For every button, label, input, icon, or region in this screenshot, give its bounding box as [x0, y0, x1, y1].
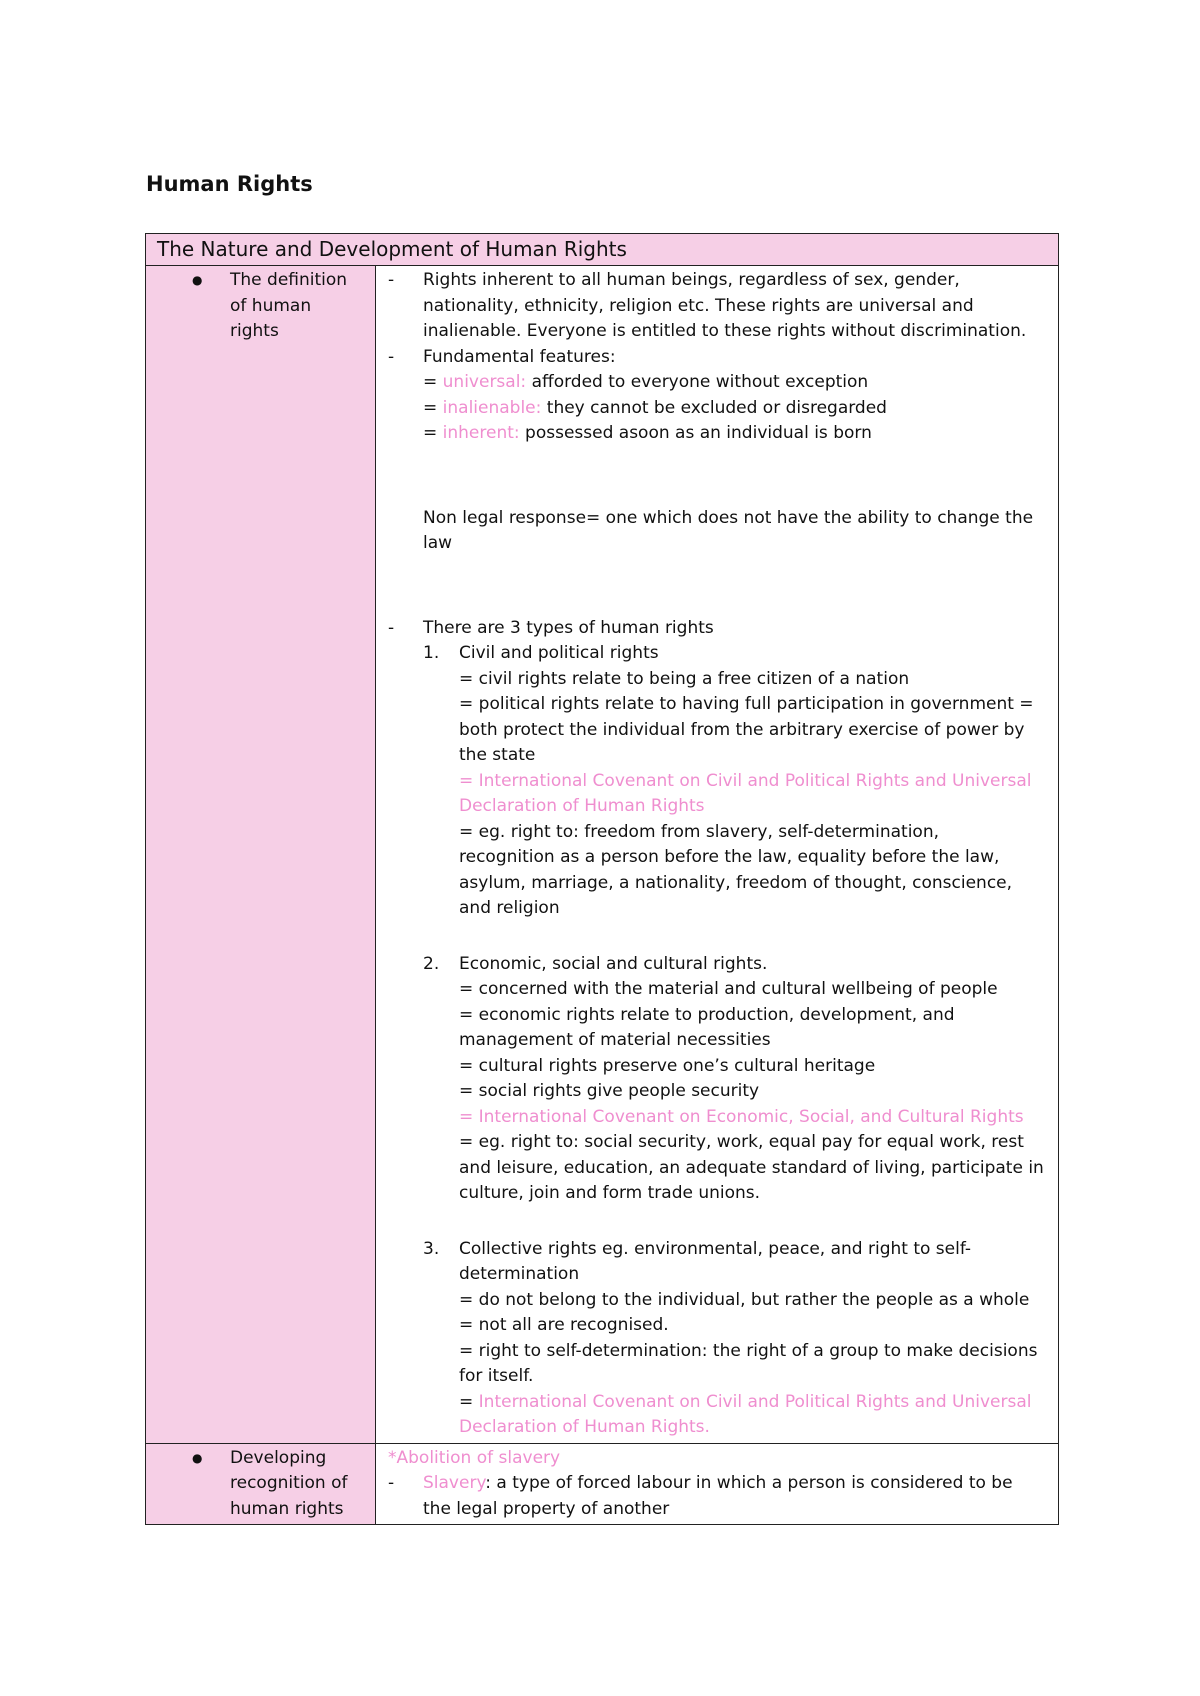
- text-line: recognition as a person before the law, equality before the law,: [459, 847, 1000, 867]
- notes-table: [145, 233, 1059, 1525]
- list-item-title: Collective rights eg. environmental, peace, and right to self-: [459, 1238, 972, 1259]
- topic-line: The definition: [230, 270, 348, 290]
- section-heading: The Nature and Development of Human Rights: [146, 234, 1059, 266]
- content-cell: [376, 1443, 1059, 1525]
- list-item-title: Economic, social and cultural rights.: [459, 953, 768, 974]
- pink-reference: International Covenant on Civil and Political Rights and Universal: [478, 1391, 1032, 1412]
- text-line: the state: [459, 745, 536, 765]
- text-line: : a type of forced labour in which a person is considered to be: [485, 1473, 1013, 1493]
- list-number: 3.: [423, 1238, 440, 1259]
- text-line: = political rights relate to having full participation in government =: [459, 694, 1034, 714]
- dash-marker: -: [388, 617, 395, 638]
- dash-marker: -: [388, 346, 395, 367]
- list-item-title: Civil and political rights: [459, 643, 659, 663]
- section-header-row: [146, 234, 1059, 266]
- text-line: and leisure, education, an adequate standard of living, participate in: [459, 1157, 1044, 1178]
- text-line: both protect the individual from the arbitrary exercise of power by: [459, 719, 1025, 740]
- text-line: nationality, ethnicity, religion etc. These rights are universal and: [423, 295, 974, 316]
- list-number: 2.: [423, 953, 440, 974]
- topic-line: Developing: [230, 1447, 327, 1468]
- table-row: [146, 1443, 1059, 1525]
- text-line: = economic rights relate to production, development, and: [459, 1004, 955, 1025]
- text-line: = social rights give people security: [459, 1081, 760, 1101]
- text-line: = concerned with the material and cultural wellbeing of people: [459, 979, 998, 999]
- text-line: = do not belong to the individual, but rather the people as a whole: [459, 1289, 1030, 1310]
- text-line: culture, join and form trade unions.: [459, 1183, 761, 1203]
- pink-reference: = International Covenant on Economic, Social, and Cultural Rights: [459, 1106, 1024, 1127]
- topic-line: human rights: [230, 1498, 344, 1519]
- feature-term: inalienable:: [442, 397, 542, 418]
- list-number: 1.: [423, 643, 440, 663]
- content-cell: [376, 266, 1059, 1444]
- table-row: [146, 266, 1059, 1444]
- text-line: determination: [459, 1264, 580, 1284]
- text-line: Fundamental features:: [423, 346, 616, 367]
- topic-line: of human: [230, 295, 312, 316]
- text-line: = not all are recognised.: [459, 1315, 669, 1335]
- dash-marker: -: [388, 270, 395, 290]
- text-line: law: [423, 533, 453, 553]
- pink-reference: = International Covenant on Civil and Political Rights and Universal: [459, 770, 1032, 791]
- feature-line: = inalienable: they cannot be excluded or disregarded: [423, 397, 887, 418]
- text-line: and religion: [459, 898, 560, 918]
- bullet-icon: ●: [192, 273, 203, 287]
- pink-reference: Declaration of Human Rights: [459, 796, 705, 816]
- row-heading: *Abolition of slavery: [388, 1447, 561, 1468]
- bullet-icon: ●: [192, 1450, 203, 1465]
- topic-line: recognition of: [230, 1473, 348, 1493]
- text-line: for itself.: [459, 1366, 534, 1386]
- text-line: = eg. right to: freedom from slavery, self-determination,: [459, 821, 940, 842]
- document-title: Human Rights: [146, 172, 313, 196]
- pink-reference: Declaration of Human Rights.: [459, 1417, 710, 1437]
- feature-term: inherent:: [442, 423, 520, 443]
- feature-line: = inherent: possessed asoon as an individual is born: [423, 423, 872, 443]
- text-line: = cultural rights preserve one’s cultural heritage: [459, 1055, 876, 1076]
- text-line: management of material necessities: [459, 1030, 771, 1050]
- text-line: There are 3 types of human rights: [423, 617, 714, 638]
- text-line: the legal property of another: [423, 1498, 670, 1519]
- text-line: = eg. right to: social security, work, equal pay for equal work, rest: [459, 1132, 1024, 1152]
- term: Slavery: [423, 1473, 486, 1493]
- text-line: Non legal response= one which does not have the ability to change the: [423, 507, 1034, 528]
- topic-cell: [146, 266, 376, 1444]
- feature-line: = universal: afforded to everyone without exception: [423, 372, 869, 392]
- text-line: = right to self-determination: the right of a group to make decisions: [459, 1340, 1038, 1361]
- text-line: = civil rights relate to being a free citizen of a nation: [459, 668, 910, 689]
- topic-cell: [146, 1443, 376, 1525]
- topic-line: rights: [230, 321, 279, 341]
- text-line: asylum, marriage, a nationality, freedom of thought, conscience,: [459, 872, 1013, 893]
- pink-reference-line: = International Covenant on Civil and Political Rights and Universal: [459, 1391, 1032, 1412]
- text-line: inalienable. Everyone is entitled to these rights without discrimination.: [423, 321, 1027, 341]
- feature-term: universal:: [442, 372, 527, 392]
- text-line: Rights inherent to all human beings, regardless of sex, gender,: [423, 270, 960, 290]
- dash-marker: -: [388, 1473, 395, 1493]
